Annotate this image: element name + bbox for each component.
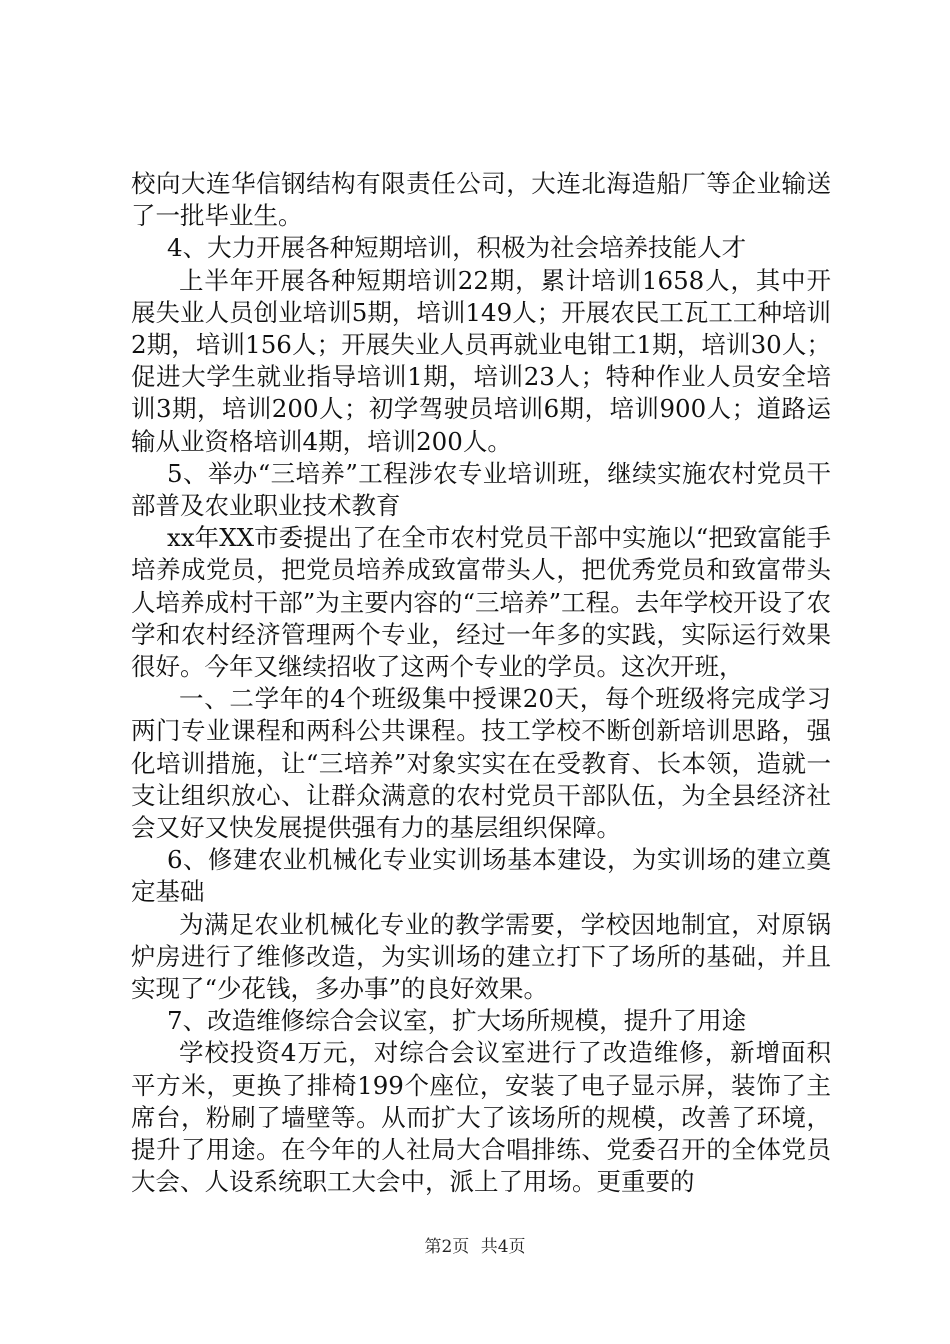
page-total: 共4页 <box>480 1237 526 1257</box>
page-number: 第2页 <box>424 1237 470 1257</box>
paragraph-continuation: 校向大连华信钢结构有限责任公司，大连北海造船厂等企业输送了一批毕业生。 <box>131 169 831 231</box>
document-body <box>131 168 831 1199</box>
section-heading-5: 5、举办“三培养”工程涉农专业培训班，继续实施农村党员干部普及农业职业技术教育 <box>131 458 831 521</box>
section-heading-6: 6、修建农业机械化专业实训场基本建设，为实训场的建立奠定基础 <box>131 845 831 907</box>
paragraph-meeting-room: 学校投资4万元，对综合会议室进行了改造维修，新增面积平方米，更换了排椅199个座位，安装了电子显示屏，装饰了主席台，粉刷了墙壁等。从而扩大了该场所的规模，改善了环境，提升了用途。在今年的人社局大合唱排练、党委召开的全体党员大会、人设系统职工大会中，派上了用场。更重要的 <box>131 1038 831 1197</box>
paragraph-three-cultivation: xx年XX市委提出了在全市农村党员干部中实施以“把致富能手培养成党员，把党员培养成致富带头人，把优秀党员和致富带头人培养成村干部”为主要内容的“三培养”工程。去年学校开设了农学和农村经济管理两个专业，经过一年多的实践，实际运行效果很好。今年又继续招收了这两个专业的学员。这次开班， <box>131 523 831 682</box>
paragraph-training-ground: 为满足农业机械化专业的教学需要，学校因地制宜，对原锅炉房进行了维修改造，为实训场的建立打下了场所的基础，并且实现了“少花钱，多办事”的良好效果。 <box>131 909 831 1004</box>
paragraph-short-training: 上半年开展各种短期培训22期，累计培训1658人，其中开展失业人员创业培训5期，培训149人；开展农民工瓦工工种培训2期，培训156人；开展失业人员再就业电钳工1期，培训30人；促进大学生就业指导培训1期，培训23人；特种作业人员安全培训3期，培训200人；初学驾驶员培训6期，培训900人；道路运输从业资格培训4期，培训200人。 <box>131 265 831 456</box>
section-heading-7: 7、改造维修综合会议室，扩大场所规模，提升了用途 <box>167 1006 747 1036</box>
section-heading-4: 4、大力开展各种短期培训，积极为社会培养技能人才 <box>167 233 747 263</box>
paragraph-class-teaching: 一、二学年的4个班级集中授课20天，每个班级将完成学习两门专业课程和两科公共课程。技工学校不断创新培训思路，强化培训措施，让“三培养”对象实实在在受教育、长本领，造就一支让组织放心、让群众满意的农村党员干部队伍，为全县经济社会又好又快发展提供强有力的基层组织保障。 <box>131 684 831 843</box>
page-footer <box>0 1237 950 1257</box>
